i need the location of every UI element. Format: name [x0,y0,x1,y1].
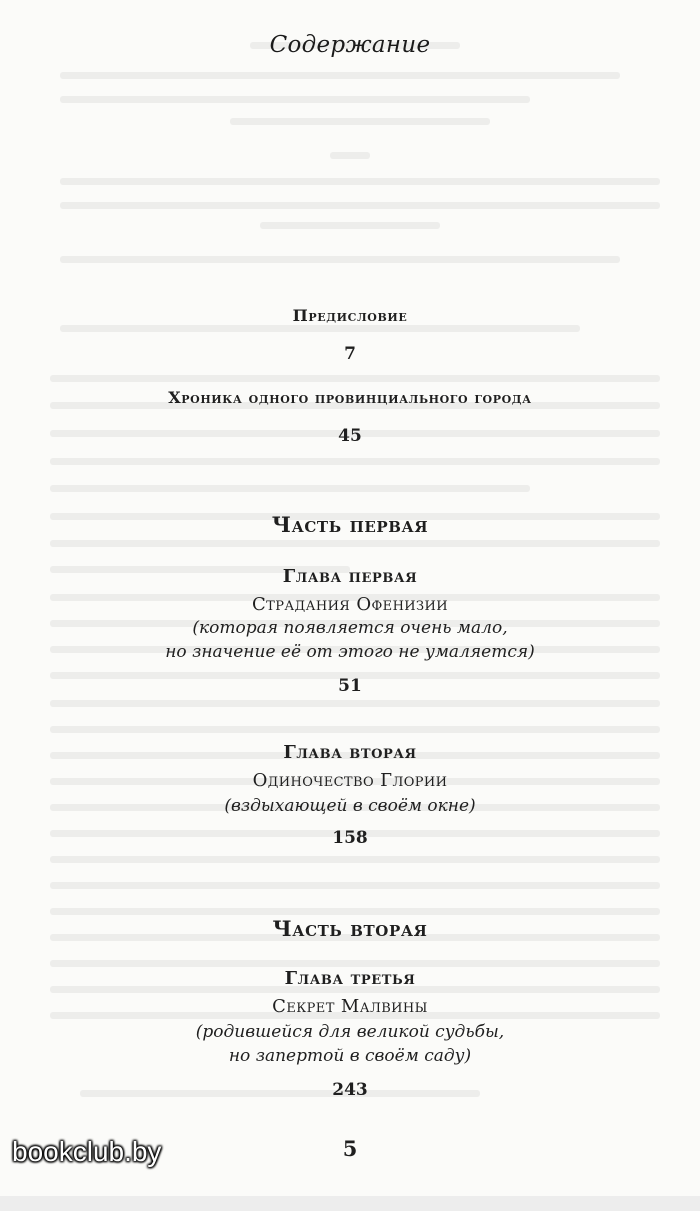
page-folio-number: 5 [342,1136,358,1161]
chapter-three-label: Глава третья [284,968,416,989]
chapter-three-subtitle-line1: (родившейся для великой судьбы, [195,1022,505,1042]
chapter-two-label: Глава вторая [283,742,417,763]
preface-page-number: 7 [344,344,356,364]
chapter-three-title: Секрет Малвины [272,996,428,1017]
chapter-three-subtitle-line2: но запертой в своём саду) [228,1046,472,1066]
chapter-one-label: Глава первая [282,566,418,587]
chapter-one-subtitle-line1: (которая появляется очень мало, [192,618,508,638]
chapter-three-page-number: 243 [332,1080,368,1100]
chapter-two-page-number: 158 [332,828,368,848]
chapter-two-title: Одиночество Глории [252,770,448,791]
site-watermark: bookclub.by [12,1136,162,1167]
bottom-edge-strip [0,1196,700,1211]
chapter-two-subtitle: (вздыхающей в своём окне) [224,796,476,816]
part-one-title: Часть первая [271,512,429,537]
chapter-one-page-number: 51 [338,676,362,696]
chronicle-title: Хроника одного провинциального города [168,388,532,407]
chapter-one-subtitle-line2: но значение её от этого не умаляется) [165,642,535,662]
contents-heading: Содержание [269,32,431,58]
preface-title: Предисловие [292,306,408,325]
chapter-one-title: Страдания Офенизии [251,594,449,615]
chronicle-page-number: 45 [338,426,362,446]
part-two-title: Часть вторая [272,916,428,941]
